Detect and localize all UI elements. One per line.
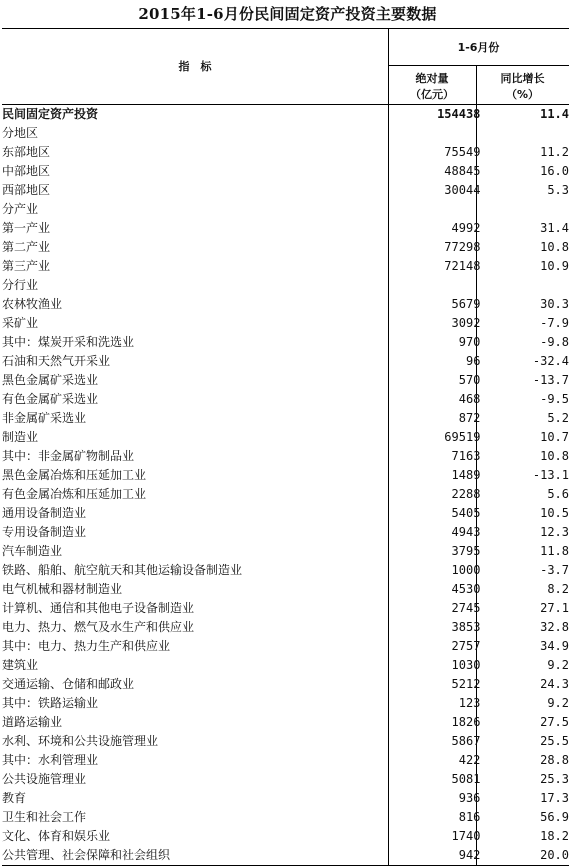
- row-abs-value: 1000: [451, 563, 481, 577]
- row-growth-value: 25.5: [540, 734, 569, 748]
- table-row: [2, 333, 569, 352]
- row-growth-value: 25.3: [540, 772, 569, 786]
- table-row: [2, 561, 569, 580]
- row-abs-value: 422: [458, 753, 481, 767]
- row-abs-value: 5679: [451, 297, 481, 311]
- row-growth-value: 56.9: [540, 810, 569, 824]
- row-abs-value: 3853: [451, 620, 481, 634]
- row-abs-value: 468: [458, 392, 481, 406]
- row-abs-value: 75549: [444, 145, 481, 159]
- row-abs-value: 72148: [444, 259, 481, 273]
- row-growth-value: 5.6: [547, 487, 569, 501]
- row-growth-value: 11.2: [540, 145, 569, 159]
- table-row: [2, 143, 569, 162]
- row-abs-value: 942: [458, 848, 481, 862]
- row-name: 水利、环境和公共设施管理业: [2, 734, 159, 748]
- row-abs-value: 3795: [451, 544, 481, 558]
- row-abs-value: 1030: [451, 658, 481, 672]
- header-abs-line1: 绝对量: [415, 72, 449, 85]
- row-abs-value: 1740: [451, 829, 481, 843]
- row-abs-value: 970: [458, 335, 481, 349]
- row-growth-value: 9.2: [547, 658, 569, 672]
- row-growth-value: 10.5: [540, 506, 569, 520]
- row-name: 建筑业: [2, 658, 39, 672]
- row-growth-value: 32.8: [540, 620, 569, 634]
- row-abs-value: 154438: [437, 107, 481, 121]
- table-row: [2, 162, 569, 181]
- row-abs-value: 5212: [451, 677, 481, 691]
- row-abs-value: 123: [458, 696, 481, 710]
- table-row: [2, 257, 569, 276]
- row-abs-value: [395, 200, 481, 219]
- row-abs-value: 3092: [451, 316, 481, 330]
- row-name: 第二产业: [2, 240, 51, 254]
- row-abs-value: 936: [458, 791, 481, 805]
- row-growth-value: 11.8: [540, 544, 569, 558]
- row-name: 有色金属矿采选业: [2, 392, 99, 406]
- row-name: 分行业: [2, 278, 39, 292]
- row-name: 分产业: [2, 202, 39, 216]
- table-row: [2, 371, 569, 390]
- table-row: [2, 751, 569, 770]
- row-name: 采矿业: [2, 316, 39, 330]
- table-row: [2, 694, 569, 713]
- row-name: 其中：水利管理业: [2, 753, 99, 767]
- row-name: 其中：煤炭开采和洗选业: [2, 335, 135, 349]
- row-name: 东部地区: [2, 145, 51, 159]
- row-abs-value: 570: [458, 373, 481, 387]
- row-abs-value: 2745: [451, 601, 481, 615]
- row-growth-value: 16.0: [540, 164, 569, 178]
- row-growth-value: 34.9: [540, 639, 569, 653]
- row-abs-value: 5867: [451, 734, 481, 748]
- row-abs-value: 5081: [451, 772, 481, 786]
- row-name: 第一产业: [2, 221, 51, 235]
- row-growth-value: 10.8: [540, 449, 569, 463]
- table-row: [2, 352, 569, 371]
- table-row: [2, 504, 569, 523]
- row-abs-value: [395, 276, 481, 295]
- row-name: 石油和天然气开采业: [2, 354, 111, 368]
- table-row: [2, 485, 569, 504]
- table-row: [2, 390, 569, 409]
- row-name: 铁路、船舶、航空航天和其他运输设备制造业: [2, 563, 243, 577]
- row-abs-value: 7163: [451, 449, 481, 463]
- table-row: [2, 276, 569, 295]
- table-row: [2, 846, 569, 865]
- row-name: 电力、热力、燃气及水生产和供应业: [2, 620, 195, 634]
- row-growth-value: 30.3: [540, 297, 569, 311]
- row-name: 其中：铁路运输业: [2, 696, 99, 710]
- row-growth-value: 10.8: [540, 240, 569, 254]
- row-growth-value: [480, 276, 569, 295]
- table-row: [2, 599, 569, 618]
- row-name: 分地区: [2, 126, 39, 140]
- table-row: [2, 789, 569, 808]
- row-name: 黑色金属冶炼和压延加工业: [2, 468, 147, 482]
- row-name: 交通运输、仓储和邮政业: [2, 677, 135, 691]
- table-row: [2, 808, 569, 827]
- row-abs-value: 96: [465, 354, 481, 368]
- table-row: [2, 219, 569, 238]
- row-growth-value: -7.9: [540, 316, 569, 330]
- row-growth-value: 5.2: [547, 411, 569, 425]
- table-row: [2, 770, 569, 789]
- row-abs-value: 5405: [451, 506, 481, 520]
- row-growth-value: -3.7: [540, 563, 569, 577]
- table-row: [2, 732, 569, 751]
- row-abs-value: 1826: [451, 715, 481, 729]
- row-name: 有色金属冶炼和压延加工业: [2, 487, 147, 501]
- row-name: 专用设备制造业: [2, 525, 87, 539]
- row-name: 计算机、通信和其他电子设备制造业: [2, 601, 195, 615]
- table-row: [2, 580, 569, 599]
- row-abs-value: 1489: [451, 468, 481, 482]
- row-growth-value: [480, 124, 569, 143]
- row-growth-value: 5.3: [547, 183, 569, 197]
- table-row: [2, 447, 569, 466]
- row-abs-value: 69519: [444, 430, 481, 444]
- row-name: 其中：电力、热力生产和供应业: [2, 639, 171, 653]
- row-name: 其中：非金属矿物制品业: [2, 449, 135, 463]
- row-abs-value: 30044: [444, 183, 481, 197]
- row-abs-value: 816: [458, 810, 481, 824]
- row-growth-value: 12.3: [540, 525, 569, 539]
- table-row: [2, 618, 569, 637]
- table-body: [2, 105, 569, 865]
- row-name: 电气机械和器材制造业: [2, 582, 123, 596]
- table-row: [2, 713, 569, 732]
- row-growth-value: 20.0: [540, 848, 569, 862]
- table-row: [2, 428, 569, 447]
- page-title: 2015年1-6月份民间固定资产投资主要数据: [138, 5, 437, 23]
- table-row: [2, 827, 569, 846]
- table-top-rule: [2, 28, 569, 29]
- table-row: [2, 124, 569, 143]
- row-growth-value: -9.5: [540, 392, 569, 406]
- row-name: 非金属矿采选业: [2, 411, 87, 425]
- table-row: [2, 200, 569, 219]
- period-rule: [388, 65, 569, 66]
- data-table: [2, 28, 569, 866]
- header-period: 1-6月份: [457, 41, 500, 54]
- table-row: [2, 105, 569, 124]
- row-abs-value: 2757: [451, 639, 481, 653]
- row-abs-value: 2288: [451, 487, 481, 501]
- row-growth-value: 8.2: [547, 582, 569, 596]
- row-name: 教育: [2, 791, 27, 805]
- table-row: [2, 295, 569, 314]
- row-growth-value: [480, 200, 569, 219]
- table-row: [2, 409, 569, 428]
- header-abs-line2: （亿元）: [410, 88, 454, 101]
- row-name: 中部地区: [2, 164, 51, 178]
- table-row: [2, 542, 569, 561]
- row-growth-value: 31.4: [540, 221, 569, 235]
- row-growth-value: 9.2: [547, 696, 569, 710]
- table-row: [2, 675, 569, 694]
- row-growth-value: 28.8: [540, 753, 569, 767]
- table-row: [2, 181, 569, 200]
- row-abs-value: 872: [458, 411, 481, 425]
- row-name: 黑色金属矿采选业: [2, 373, 99, 387]
- row-name: 制造业: [2, 430, 39, 444]
- row-abs-value: 4530: [451, 582, 481, 596]
- row-name: 西部地区: [2, 183, 51, 197]
- row-name: 农林牧渔业: [2, 297, 63, 311]
- table-bottom-rule: [2, 865, 569, 866]
- table-row: [2, 656, 569, 675]
- row-growth-value: -9.8: [540, 335, 569, 349]
- row-name: 通用设备制造业: [2, 506, 87, 520]
- row-name: 卫生和社会工作: [2, 810, 87, 824]
- table-row: [2, 466, 569, 485]
- row-abs-value: [395, 124, 481, 143]
- row-growth-value: 27.5: [540, 715, 569, 729]
- row-growth-value: 18.2: [540, 829, 569, 843]
- row-abs-value: 48845: [444, 164, 481, 178]
- row-growth-value: 10.9: [540, 259, 569, 273]
- row-name: 文化、体育和娱乐业: [2, 829, 111, 843]
- row-name: 公共管理、社会保障和社会组织: [2, 848, 171, 862]
- row-name: 道路运输业: [2, 715, 63, 729]
- row-growth-value: 24.3: [540, 677, 569, 691]
- row-growth-value: 17.3: [540, 791, 569, 805]
- header-growth-line2: （%）: [505, 88, 540, 101]
- row-name: 民间固定资产投资: [2, 107, 99, 121]
- table-row: [2, 238, 569, 257]
- row-name: 第三产业: [2, 259, 51, 273]
- row-growth-value: -32.4: [532, 354, 569, 368]
- row-growth-value: 10.7: [540, 430, 569, 444]
- row-name: 汽车制造业: [2, 544, 63, 558]
- table-row: [2, 637, 569, 656]
- row-growth-value: -13.7: [532, 373, 569, 387]
- table-row: [2, 314, 569, 333]
- row-growth-value: 27.1: [540, 601, 569, 615]
- row-growth-value: 11.4: [540, 107, 569, 121]
- row-abs-value: 77298: [444, 240, 481, 254]
- header-growth-line1: 同比增长: [500, 72, 545, 85]
- row-name: 公共设施管理业: [2, 772, 87, 786]
- table-row: [2, 523, 569, 542]
- row-growth-value: -13.1: [532, 468, 569, 482]
- header-indicator: 指 标: [178, 60, 212, 73]
- row-abs-value: 4943: [451, 525, 481, 539]
- row-abs-value: 4992: [451, 221, 481, 235]
